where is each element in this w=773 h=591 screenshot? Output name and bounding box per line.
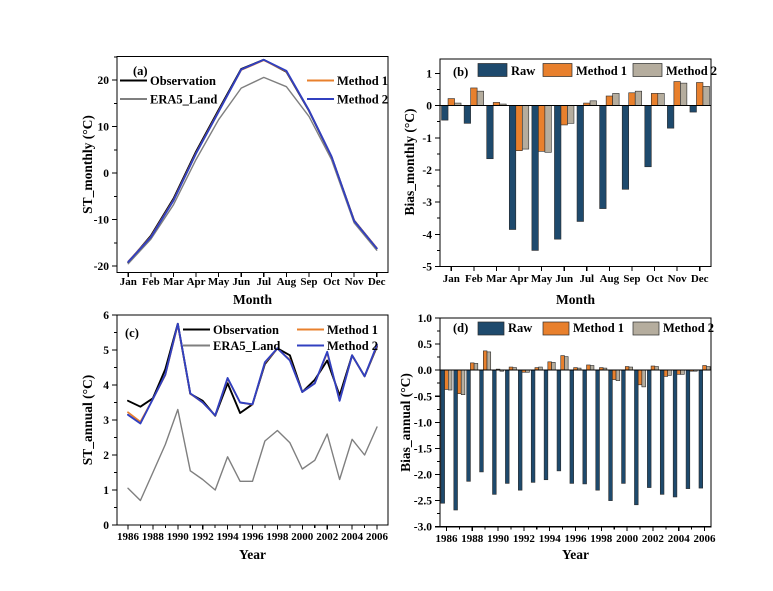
- x-tick-label: 1986: [435, 533, 458, 545]
- bar-raw-dec: [690, 106, 697, 112]
- legend-label-observation: Observation: [150, 74, 216, 88]
- bar-method-2-dec: [703, 86, 710, 105]
- y-tick-label: -1.0: [413, 417, 432, 430]
- x-tick-label: Oct: [645, 273, 664, 285]
- y-tick-label: 20: [97, 75, 109, 88]
- bar-method-1-may: [538, 106, 545, 152]
- legend-swatch-method-2: [633, 64, 662, 77]
- bar-raw-1999: [609, 370, 613, 500]
- y-tick-label: -10: [93, 214, 109, 227]
- y-tick-label: 0: [103, 168, 109, 181]
- y-tick-label: -3.0: [413, 521, 432, 534]
- bar-raw-1989: [480, 370, 484, 472]
- y-tick-label: -2.5: [413, 495, 432, 508]
- bar-raw-2000: [622, 370, 626, 483]
- bar-raw-jan: [442, 106, 449, 120]
- y-tick-label: -4: [422, 229, 432, 242]
- bar-raw-1995: [557, 370, 561, 471]
- bar-raw-1993: [531, 370, 535, 482]
- bar-method-1-2003: [664, 370, 668, 376]
- panel-d-tag: (d): [453, 321, 469, 335]
- bar-raw-1994: [544, 370, 548, 480]
- x-tick-label: Aug: [276, 276, 297, 288]
- bar-method-2-sep: [635, 91, 642, 105]
- bar-method-2-jul: [590, 101, 597, 106]
- x-tick-label: Jun: [232, 276, 251, 288]
- legend-swatch-method-2: [633, 322, 659, 335]
- panel-b: [402, 59, 717, 307]
- bar-method-2-2004: [681, 370, 685, 374]
- legend-label-method-1: Method 1: [337, 74, 389, 88]
- bar-raw-1998: [596, 370, 600, 490]
- y-tick-label: -1: [422, 132, 432, 145]
- panel-d-legend: [478, 321, 714, 335]
- bar-method-2-2006: [706, 367, 710, 371]
- panel-a-ylabel: ST_monthly (°C): [80, 115, 95, 214]
- x-tick-label: 1990: [487, 533, 510, 545]
- y-tick-label: 10: [97, 121, 109, 134]
- bar-method-2-2003: [668, 370, 672, 375]
- y-tick-label: 0: [103, 520, 109, 532]
- bar-method-1-oct: [651, 93, 658, 105]
- bar-method-1-dec: [696, 82, 703, 105]
- series-line-observation: [128, 60, 376, 262]
- panel-d-plot: [414, 313, 716, 545]
- series-line-method-1: [128, 60, 376, 261]
- x-tick-label: May: [530, 273, 553, 285]
- x-tick-label: 1998: [590, 533, 613, 545]
- y-tick-label: -5: [422, 261, 432, 274]
- x-tick-label: Nov: [344, 276, 364, 288]
- x-tick-label: Dec: [367, 276, 386, 288]
- bar-method-1-nov: [674, 82, 681, 106]
- x-tick-label: Sep: [623, 273, 641, 285]
- bar-raw-1988: [467, 370, 471, 481]
- legend-label-observation: Observation: [213, 323, 279, 337]
- panel-a-legend: [120, 74, 388, 107]
- x-tick-label: Dec: [690, 273, 709, 285]
- panel-c-legend: [183, 323, 378, 353]
- bar-raw-jun: [554, 106, 561, 240]
- bar-raw-1987: [454, 370, 458, 510]
- bar-raw-2004: [673, 370, 677, 497]
- bar-raw-2002: [647, 370, 651, 487]
- bar-method-1-feb: [471, 88, 478, 106]
- bar-method-2-jun: [567, 106, 574, 124]
- y-tick-label: -1.5: [413, 443, 432, 456]
- panel-a-tag: (a): [133, 64, 148, 78]
- y-tick-label: -20: [93, 260, 109, 273]
- x-tick-label: 2006: [366, 531, 388, 543]
- bar-method-2-1989: [487, 352, 491, 370]
- legend-label-method-2: Method 2: [337, 92, 389, 107]
- series-line-era5-land: [128, 410, 377, 501]
- bar-raw-may: [532, 106, 539, 251]
- bars-method-1: [448, 82, 703, 152]
- bar-raw-sep: [622, 106, 629, 190]
- bar-method-1-sep: [629, 93, 636, 106]
- panel-d-ylabel: Bias_annual (°C): [398, 373, 413, 472]
- panel-d: [398, 313, 716, 562]
- panel-b-legend: [478, 64, 717, 79]
- bar-method-2-1987: [461, 370, 465, 395]
- legend-swatch-raw: [478, 322, 504, 335]
- x-tick-label: 1986: [117, 531, 139, 543]
- x-tick-label: Aug: [599, 273, 620, 285]
- bar-raw-1992: [518, 370, 522, 490]
- bar-method-2-1999: [616, 370, 620, 380]
- bar-raw-nov: [667, 106, 674, 129]
- bar-method-2-2001: [642, 370, 646, 387]
- bars-raw: [442, 106, 697, 251]
- x-tick-label: Nov: [667, 273, 687, 285]
- bar-raw-1996: [570, 370, 574, 483]
- x-tick-label: 1988: [461, 533, 484, 545]
- bar-raw-jul: [577, 106, 584, 222]
- panel-b-plot: [422, 59, 717, 285]
- y-tick-label: 1.0: [417, 313, 432, 325]
- bars-raw: [441, 370, 703, 510]
- bar-raw-apr: [509, 106, 516, 230]
- bars-method-1: [445, 351, 707, 394]
- legend-label-method-1: Method 1: [573, 321, 625, 335]
- x-tick-label: Jan: [119, 276, 137, 288]
- bar-raw-mar: [487, 106, 494, 159]
- y-tick-label: 2: [103, 450, 109, 462]
- bar-method-1-1989: [483, 351, 487, 370]
- legend-label-era5-land: ERA5_Land: [150, 92, 218, 107]
- x-tick-label: 1994: [216, 531, 239, 543]
- y-tick-label: -0.5: [413, 391, 432, 404]
- x-tick-label: Jul: [579, 273, 595, 285]
- x-tick-label: 2002: [641, 533, 664, 545]
- bar-method-1-1986: [445, 370, 449, 389]
- panel-c-ylabel: ST_annual (°C): [80, 374, 95, 466]
- bars-method-2: [448, 352, 710, 395]
- x-tick-label: 1998: [266, 531, 289, 543]
- bar-method-2-1986: [448, 370, 452, 390]
- panel-a-xlabel: Month: [232, 292, 273, 307]
- legend-swatch-method-1: [543, 64, 572, 77]
- y-tick-label: 1: [103, 485, 109, 497]
- panel-a-frame: [117, 57, 388, 273]
- legend-label-method-2: Method 2: [327, 339, 379, 353]
- y-tick-label: -3: [422, 197, 432, 210]
- bar-raw-aug: [600, 106, 607, 209]
- legend-label-method-2: Method 2: [663, 321, 715, 335]
- x-tick-label: 2006: [693, 533, 716, 545]
- x-tick-label: 2004: [341, 531, 364, 543]
- x-tick-label: 1992: [512, 533, 535, 545]
- x-tick-label: Feb: [465, 273, 483, 285]
- x-tick-label: May: [207, 276, 230, 288]
- bar-raw-feb: [464, 106, 471, 124]
- panel-a-plot: [94, 57, 388, 289]
- bar-method-1-1997: [587, 365, 591, 370]
- panel-b-xlabel: Month: [555, 292, 596, 307]
- panel-a: [80, 57, 388, 308]
- bar-method-2-1997: [590, 365, 594, 370]
- bar-method-1-jan: [448, 99, 455, 106]
- x-tick-label: 1990: [166, 531, 189, 543]
- bar-raw-2006: [699, 370, 703, 488]
- y-tick-label: 0.5: [417, 339, 432, 352]
- bar-method-1-1994: [548, 362, 552, 370]
- x-tick-label: Sep: [300, 276, 318, 288]
- bar-raw-1986: [441, 370, 445, 503]
- x-tick-label: 2000: [291, 531, 314, 543]
- panel-c-plot: [103, 310, 388, 543]
- y-tick-label: -2.0: [413, 469, 432, 482]
- bar-method-2-may: [545, 106, 552, 153]
- series-line-method-2: [128, 60, 376, 262]
- x-tick-label: Apr: [186, 276, 206, 288]
- legend-label-era5-land: ERA5_Land: [213, 339, 281, 353]
- x-tick-label: 2002: [316, 531, 339, 543]
- bar-method-2-1994: [552, 362, 556, 370]
- bar-method-2-oct: [658, 93, 665, 105]
- x-tick-label: Jan: [442, 273, 460, 285]
- y-tick-label: 1: [426, 68, 432, 81]
- bar-method-1-2002: [651, 366, 655, 370]
- panel-b-frame: [440, 59, 711, 267]
- legend-label-raw: Raw: [508, 321, 533, 335]
- y-tick-label: 3: [103, 415, 109, 427]
- legend-label-method-2: Method 2: [666, 64, 718, 78]
- x-tick-label: 1992: [191, 531, 214, 543]
- bar-method-1-1987: [458, 370, 462, 393]
- y-tick-label: 6: [103, 310, 109, 322]
- bar-raw-1997: [583, 370, 587, 484]
- bar-raw-2005: [686, 370, 690, 488]
- bar-method-2-1988: [474, 363, 478, 370]
- legend-label-method-1: Method 1: [327, 323, 379, 337]
- x-tick-label: 1988: [141, 531, 164, 543]
- bar-raw-oct: [645, 106, 652, 167]
- bar-method-2-feb: [477, 91, 484, 105]
- bar-method-1-aug: [606, 96, 613, 106]
- bar-method-1-2006: [703, 365, 707, 370]
- panel-b-tag: (b): [453, 65, 469, 79]
- x-tick-label: Apr: [509, 273, 529, 285]
- x-tick-label: 2000: [616, 533, 639, 545]
- bar-method-2-2002: [655, 367, 659, 371]
- y-tick-label: 5: [103, 345, 109, 357]
- x-tick-label: Mar: [163, 276, 184, 288]
- x-tick-label: Feb: [142, 276, 160, 288]
- panel-c: [80, 310, 389, 562]
- bar-method-1-apr: [516, 106, 523, 151]
- legend-label-raw: Raw: [511, 64, 536, 78]
- bar-raw-2003: [660, 370, 664, 494]
- bar-method-1-2001: [638, 370, 642, 385]
- bar-raw-1990: [493, 370, 497, 494]
- x-tick-label: 1996: [564, 533, 587, 545]
- legend-swatch-method-1: [543, 322, 569, 335]
- bar-method-2-apr: [522, 106, 529, 149]
- y-tick-label: -2: [422, 164, 432, 177]
- bar-method-2-aug: [613, 93, 620, 105]
- bar-method-1-2004: [677, 370, 681, 374]
- legend-label-method-1: Method 1: [576, 64, 628, 78]
- bar-method-1-1995: [561, 356, 565, 371]
- bar-method-1-jun: [561, 106, 568, 125]
- y-tick-label: 0: [426, 100, 432, 113]
- x-tick-label: Oct: [322, 276, 341, 288]
- x-tick-label: Jul: [256, 276, 272, 288]
- panel-d-xlabel: Year: [562, 547, 589, 562]
- bar-method-1-2000: [625, 367, 629, 371]
- panel-c-tag: (c): [125, 326, 139, 340]
- panel-b-ylabel: Bias_monthly (°C): [402, 108, 417, 216]
- bar-method-1-1999: [612, 370, 616, 379]
- bar-method-1-1988: [470, 363, 474, 370]
- bar-method-2-1995: [564, 357, 568, 371]
- x-tick-label: 2004: [667, 533, 690, 545]
- legend-swatch-raw: [478, 64, 507, 77]
- panel-c-xlabel: Year: [239, 547, 266, 562]
- x-tick-label: 1994: [538, 533, 561, 545]
- x-tick-label: Mar: [486, 273, 507, 285]
- bar-method-2-nov: [680, 83, 687, 106]
- bar-raw-1991: [505, 370, 509, 483]
- y-tick-label: 4: [103, 380, 109, 392]
- y-tick-label: 0.0: [417, 365, 432, 378]
- x-tick-label: Jun: [555, 273, 574, 285]
- x-tick-label: 1996: [241, 531, 264, 543]
- bar-raw-2001: [634, 370, 638, 505]
